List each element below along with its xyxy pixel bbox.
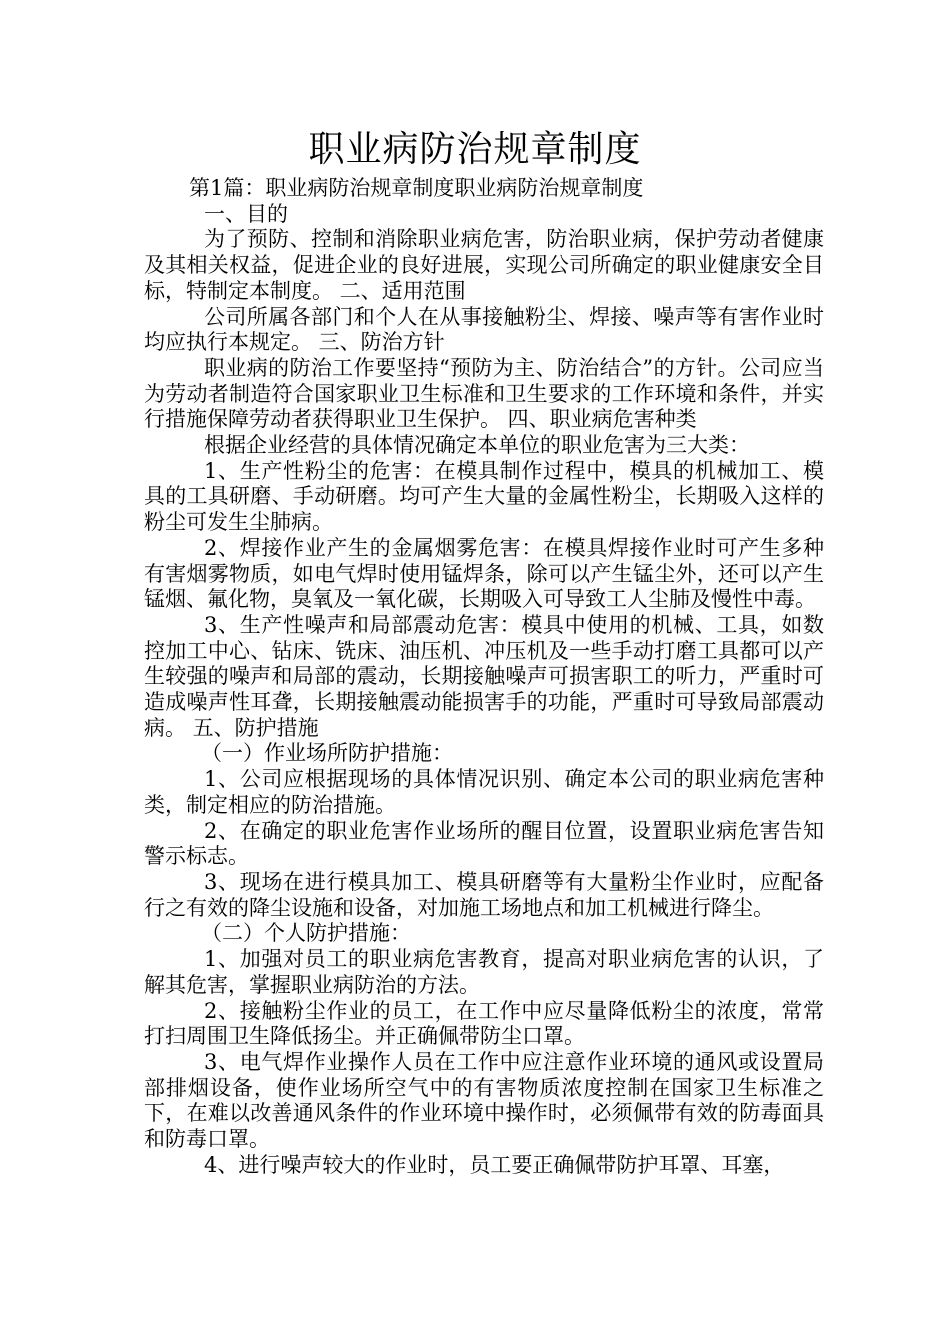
paragraph: （二）个人防护措施： <box>201 921 411 946</box>
paragraph: 一、目的 <box>204 201 288 226</box>
paragraph: 1、生产性粉尘的危害：在模具制作过程中，模具的机械加工、模具的工具研磨、手动研磨。均可产生大量的金属性粉尘，长期吸入这样的粉尘可发生尘肺病。 <box>144 458 824 535</box>
paragraph: 3、电气焊作业操作人员在工作中应注意作业环境的通风或设置局部排烟设备，使作业场所空气中的有害物质浓度控制在国家卫生标准之下，在难以改善通风条件的作业环境中操作时，必须佩带有效的防毒面具和防毒口罩。 <box>144 1049 824 1152</box>
paragraph: 2、焊接作业产生的金属烟雾危害：在模具焊接作业时可产生多种有害烟雾物质，如电气焊时使用锰焊条，除可以产生锰尘外，还可以产生锰烟、氟化物，臭氧及一氧化碳，长期吸入可导致工人尘肺及慢性中毒。 <box>144 535 824 612</box>
document-title: 职业病防治规章制度 <box>308 129 642 170</box>
document-body <box>144 176 824 1178</box>
paragraph: 4、进行噪声较大的作业时，员工要正确佩带防护耳罩、耳塞， <box>204 1152 785 1177</box>
paragraph: 1、加强对员工的职业病危害教育，提高对职业病危害的认识，了解其危害，掌握职业病防治的方法。 <box>144 947 824 997</box>
paragraph: 3、生产性噪声和局部震动危害：模具中使用的机械、工具，如数控加工中心、钻床、铣床、油压机、冲压机及一些手动打磨工具都可以产生较强的噪声和局部的震动，长期接触噪声可损害职工的听力，严重时可造成噪声性耳聋，长期接触震动能损害手的功能，严重时可导致局部震动病。 五、防护措施 <box>144 612 824 740</box>
paragraph: 为了预防、控制和消除职业病危害，防治职业病，保护劳动者健康及其相关权益，促进企业的良好进展，实现公司所确定的职业健康安全目标，特制定本制度。 二、适用范围 <box>144 227 824 303</box>
paragraph: 2、在确定的职业危害作业场所的醒目位置，设置职业病危害告知警示标志。 <box>144 818 824 869</box>
paragraph: 根据企业经营的具体情况确定本单位的职业危害为三大类： <box>204 433 750 458</box>
paragraph: 2、接触粉尘作业的员工，在工作中应尽量降低粉尘的浓度，常常打扫周围卫生降低扬尘。并正确佩带防尘口罩。 <box>144 998 824 1049</box>
paragraph: 职业病的防治工作要坚持“预防为主、防治结合”的方针。公司应当为劳动者制造符合国家职业卫生标准和卫生要求的工作环境和条件，并实行措施保障劳动者获得职业卫生保护。 四、职业病危害种类 <box>144 355 824 432</box>
paragraph: 第1篇：职业病防治规章制度职业病防治规章制度 <box>189 176 644 200</box>
paragraph: （一）作业场所防护措施： <box>201 741 453 766</box>
paragraph: 1、公司应根据现场的具体情况识别、确定本公司的职业病危害种类，制定相应的防治措施。 <box>144 767 824 817</box>
paragraph: 3、现场在进行模具加工、模具研磨等有大量粉尘作业时，应配备行之有效的降尘设施和设备，对加施工场地点和加工机械进行降尘。 <box>144 869 824 920</box>
paragraph: 公司所属各部门和个人在从事接触粉尘、焊接、噪声等有害作业时均应执行本规定。 三、防治方针 <box>144 304 824 355</box>
